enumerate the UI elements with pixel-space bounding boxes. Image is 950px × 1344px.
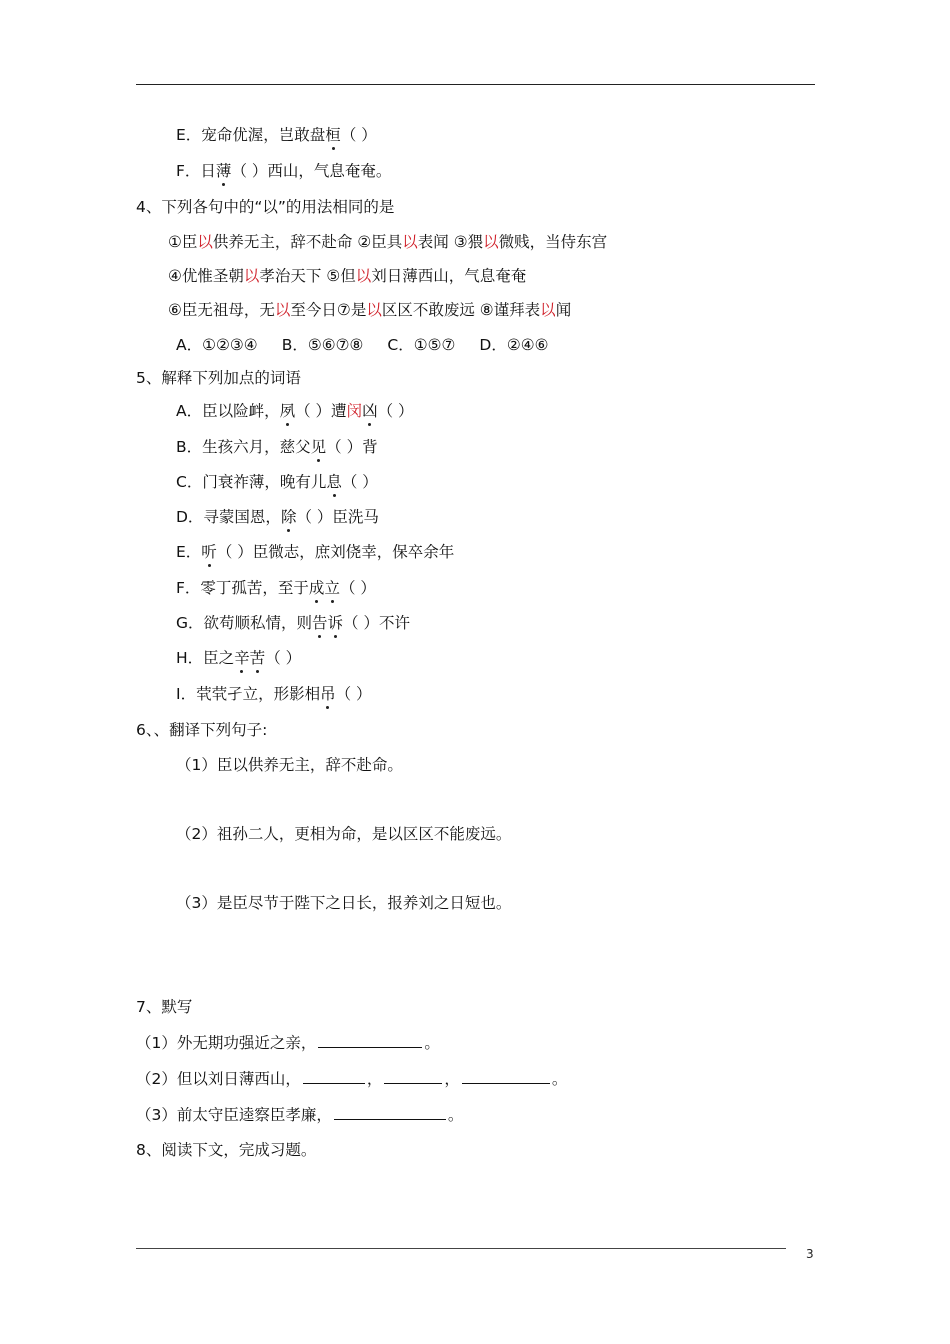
q7-2-blank-2[interactable] [384, 1069, 442, 1084]
q3-item-e [176, 125, 377, 145]
q7-2-sep-2: ， [444, 1070, 460, 1088]
q7-2-end: 。 [551, 1070, 568, 1088]
header-rule [136, 84, 815, 85]
q8-title: 8、阅读下文，完成习题。 [136, 1141, 317, 1159]
text-segment: 微贱，当侍东宫 [498, 233, 608, 251]
highlighted-char: 以 [355, 267, 372, 285]
q4-row-1 [168, 232, 607, 252]
q4-option-d: D．②④⑥ [479, 336, 549, 354]
q5-item-g [176, 613, 410, 633]
q7-item-3 [136, 1105, 463, 1125]
text-segment: （ ） [377, 402, 414, 420]
dotted-char: 成 [308, 579, 325, 597]
dotted-char: 除 [280, 508, 297, 526]
highlighted-char: 以 [366, 301, 382, 319]
q4-row-3 [168, 300, 571, 320]
text-segment: 区区不敢废远 ⑧谨拜表 [381, 301, 541, 319]
page-number: 3 [806, 1247, 814, 1261]
highlighted-char: 以 [197, 233, 213, 251]
q7-2-blank-1[interactable] [303, 1069, 365, 1084]
q3-f-prefix: F．日 [176, 162, 216, 180]
text-segment: （ ） [265, 649, 302, 667]
q7-item-1 [136, 1033, 440, 1053]
q4-option-b: B．⑤⑥⑦⑧ [281, 336, 364, 354]
text-segment: 供养无主，辞不赴命 ②臣具 [212, 233, 403, 251]
text-segment: G．欲苟顺私情，则 [176, 614, 313, 632]
q7-3-text: （3）前太守臣逵察臣孝廉， [136, 1106, 332, 1124]
dotted-char: 辛 [234, 649, 250, 667]
q5-item-i [176, 684, 372, 704]
dotted-char: 立 [324, 579, 340, 597]
text-segment: H．臣之 [176, 649, 235, 667]
text-segment: （ ） [335, 685, 372, 703]
dotted-char: 见 [310, 438, 327, 456]
q6-sentence-3: （3）是臣尽节于陛下之日长，报养刘之日短也。 [176, 894, 512, 912]
text-segment: （ ） [339, 579, 376, 597]
footer-rule [136, 1248, 786, 1249]
q3-item-f [176, 161, 391, 181]
q5-item-b [176, 437, 378, 457]
text-segment: 闻 [555, 301, 572, 319]
dotted-char: 告 [312, 614, 328, 632]
q3-e-suffix: （ ） [340, 126, 377, 144]
dotted-char: 吊 [320, 685, 336, 703]
q7-1-text: （1）外无期功强近之亲， [136, 1034, 317, 1052]
text-segment: C．门衰祚薄，晚有儿 [176, 473, 327, 491]
text-segment: A．臣以险衅， [176, 402, 280, 420]
text-segment: 刘日薄西山，气息奄奄 [371, 267, 527, 285]
dotted-char: 夙 [279, 402, 296, 420]
q7-2-sep-1: ， [366, 1070, 383, 1088]
q3-e-dotted: 桓 [325, 126, 341, 144]
q7-3-blank[interactable] [334, 1105, 446, 1120]
text-segment: F．零丁孤苦，至于 [176, 579, 309, 597]
text-segment: 孝治天下 ⑤但 [259, 267, 356, 285]
text-segment: （ ）背 [326, 438, 378, 456]
text-segment: ⑥臣无祖母，无 [168, 301, 275, 319]
q7-title: 7、默写 [136, 998, 193, 1016]
text-segment: ①臣 [168, 233, 198, 251]
q3-f-dotted: 薄 [215, 162, 232, 180]
q6-sentence-2: （2）祖孙二人，更相为命，是以区区不能废远。 [176, 825, 512, 843]
q3-f-suffix: （ ）西山，气息奄奄。 [231, 162, 392, 180]
q7-1-end: 。 [424, 1034, 440, 1052]
highlighted-char: 以 [483, 233, 499, 251]
q7-3-end: 。 [447, 1106, 464, 1124]
q7-2-blank-3[interactable] [462, 1069, 550, 1084]
q7-1-blank[interactable] [318, 1033, 422, 1048]
highlighted-char: 闵 [346, 402, 363, 420]
q6-title: 6、、翻译下列句子: [136, 721, 268, 739]
text-segment: （ ）臣微志，庶刘侥幸，保卒余年 [216, 543, 455, 561]
highlighted-char: 以 [274, 301, 291, 319]
q4-options [176, 335, 549, 355]
q5-item-a [176, 401, 414, 421]
text-segment: E． [176, 543, 202, 561]
q5-item-e [176, 542, 454, 562]
q5-item-d [176, 507, 379, 527]
q4-title: 4、下列各句中的“以”的用法相同的是 [136, 198, 395, 216]
highlighted-char: 以 [402, 233, 418, 251]
q5-item-c [176, 472, 378, 492]
dotted-char: 苦 [249, 649, 266, 667]
dotted-char: 凶 [362, 402, 378, 420]
q6-sentence-1: （1）臣以供养无主，辞不赴命。 [176, 756, 403, 774]
text-segment: D．寻蒙国恩， [176, 508, 281, 526]
text-segment: 至今日⑦是 [290, 301, 367, 319]
highlighted-char: 以 [243, 267, 260, 285]
text-segment: （ ）遭 [295, 402, 347, 420]
text-segment: （ ） [341, 473, 378, 491]
dotted-char: 诉 [327, 614, 344, 632]
text-segment: B．生孩六月，慈父 [176, 438, 311, 456]
dotted-char: 听 [201, 543, 217, 561]
q7-item-2 [136, 1069, 567, 1089]
q5-item-h [176, 648, 301, 668]
highlighted-char: 以 [540, 301, 556, 319]
q4-row-2 [168, 266, 526, 286]
q7-2-text: （2）但以刘日薄西山， [136, 1070, 301, 1088]
text-segment: I．茕茕孑立，形影相 [176, 685, 321, 703]
text-segment: （ ）不许 [343, 614, 410, 632]
q5-item-f [176, 578, 376, 598]
text-segment: ④优惟圣朝 [168, 267, 244, 285]
q3-e-prefix: E．宠命优渥，岂敢盘 [176, 126, 326, 144]
q4-option-a: A．①②③④ [176, 336, 258, 354]
q5-title: 5、解释下列加点的词语 [136, 369, 301, 387]
q4-option-c: C．①⑤⑦ [387, 336, 456, 354]
text-segment: （ ）臣洗马 [296, 508, 379, 526]
dotted-char: 息 [326, 473, 342, 491]
text-segment: 表闻 ③猥 [417, 233, 484, 251]
